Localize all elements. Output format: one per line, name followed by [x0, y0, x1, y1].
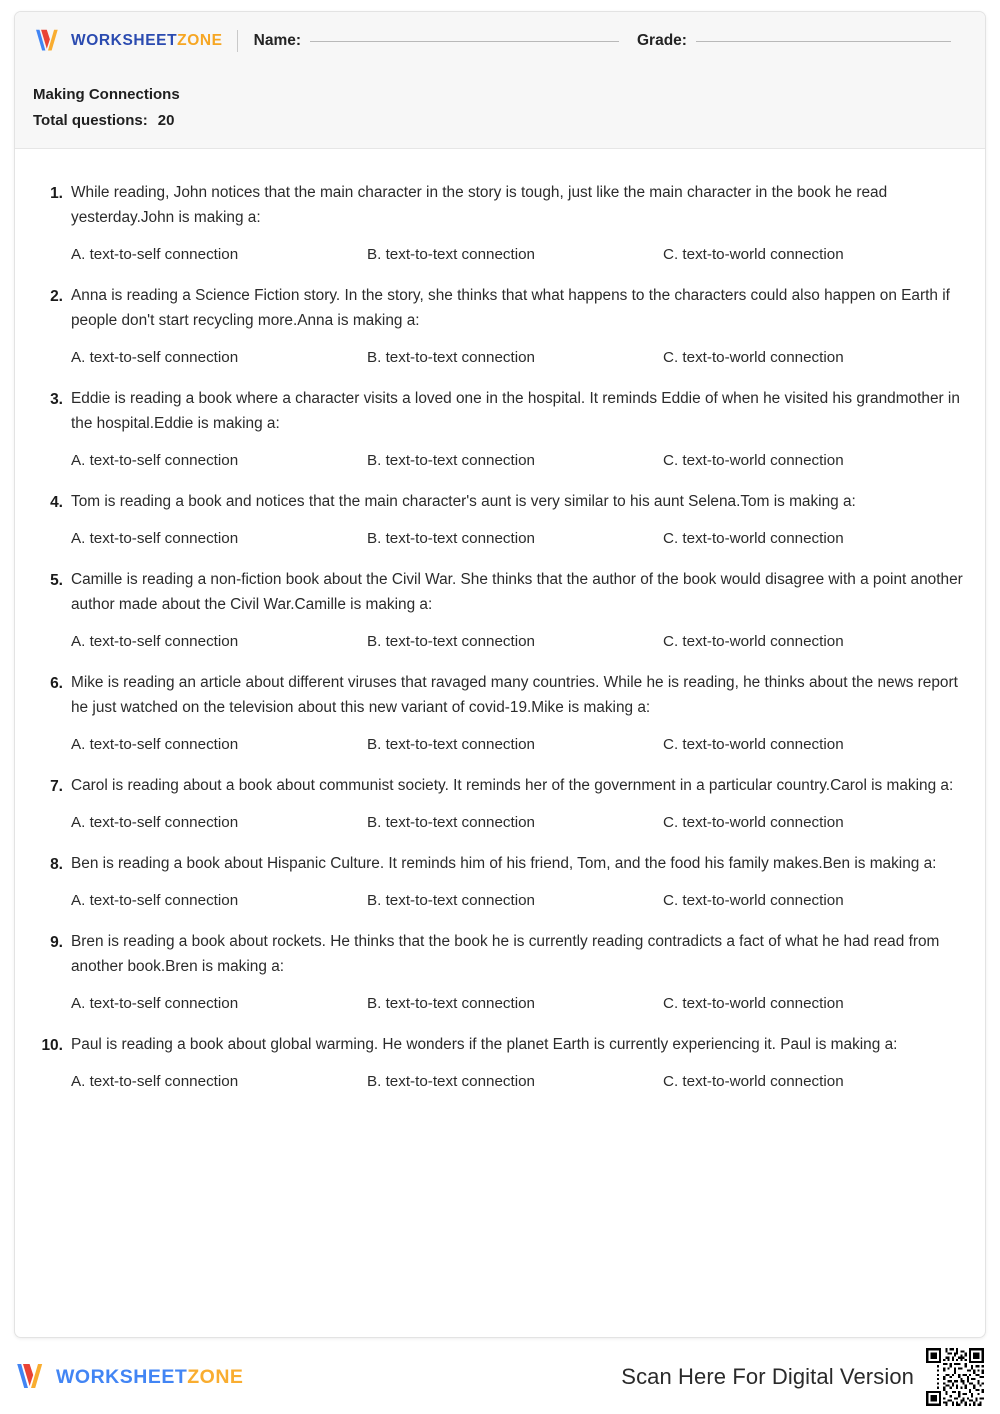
footer-brand-name-part-1: WORKSHEET	[56, 1365, 188, 1388]
answer-option-c[interactable]: C. text-to-world connection	[663, 452, 844, 469]
w-logo-icon	[33, 28, 63, 54]
question-item	[37, 773, 963, 834]
brand-logo	[33, 28, 223, 54]
total-questions-value: 20	[157, 111, 175, 129]
answer-option-b[interactable]: B. text-to-text connection	[367, 1073, 535, 1090]
answer-option-b[interactable]: B. text-to-text connection	[367, 736, 535, 753]
brand-name-part-2: ZONE	[177, 32, 223, 49]
answer-option-c[interactable]: C. text-to-world connection	[663, 736, 844, 753]
name-field-label: Name:	[253, 32, 302, 49]
worksheet-sheet	[14, 11, 986, 1338]
question-body	[71, 283, 963, 369]
question-body	[71, 773, 963, 834]
question-body	[71, 180, 963, 266]
answer-options	[71, 450, 963, 472]
question-text: Paul is reading a book about global warming. He wonders if the planet Earth is currently experiencing it. Paul is making a:	[71, 1036, 898, 1053]
answer-option-c[interactable]: C. text-to-world connection	[663, 995, 844, 1012]
question-body	[71, 851, 963, 912]
grade-field-label: Grade:	[637, 32, 687, 49]
answer-option-b[interactable]: B. text-to-text connection	[367, 814, 535, 831]
answer-option-c[interactable]: C. text-to-world connection	[663, 246, 844, 263]
question-text: Eddie is reading a book where a character visits a loved one in the hospital. It reminds Eddie of when he visited his grandmother in the hospital.Eddie is making a:	[71, 390, 960, 432]
answer-option-b[interactable]: B. text-to-text connection	[367, 995, 535, 1012]
answer-options	[71, 631, 963, 653]
answer-options	[71, 993, 963, 1015]
question-body	[71, 670, 963, 756]
answer-option-c[interactable]: C. text-to-world connection	[663, 814, 844, 831]
header-divider	[237, 30, 238, 52]
question-item	[37, 567, 963, 653]
answer-option-b[interactable]: B. text-to-text connection	[367, 246, 535, 263]
question-number: 1.	[50, 185, 63, 202]
name-field-rule[interactable]	[310, 41, 619, 42]
question-item	[37, 929, 963, 1015]
question-number: 2.	[50, 288, 63, 305]
question-text: Bren is reading a book about rockets. He thinks that the book he is currently reading contradicts a fact of what he had read from another book.Bren is making a:	[71, 933, 940, 975]
grade-field-rule[interactable]	[696, 41, 951, 42]
footer-brand-name-part-2: ZONE	[187, 1365, 244, 1388]
answer-options	[71, 1071, 963, 1093]
answer-option-c[interactable]: C. text-to-world connection	[663, 633, 844, 650]
footer-brand-logo	[14, 1362, 243, 1392]
answer-option-a[interactable]: A. text-to-self connection	[71, 814, 239, 831]
answer-option-a[interactable]: A. text-to-self connection	[71, 892, 239, 909]
brand-name-part-1: WORKSHEET	[71, 32, 178, 49]
question-text: Carol is reading about a book about communist society. It reminds her of the government in a particular country.Carol is making a:	[71, 777, 954, 794]
question-item	[37, 851, 963, 912]
answer-option-c[interactable]: C. text-to-world connection	[663, 349, 844, 366]
question-item	[37, 386, 963, 472]
answer-option-c[interactable]: C. text-to-world connection	[663, 530, 844, 547]
question-number: 9.	[50, 934, 63, 951]
question-number: 5.	[50, 572, 63, 589]
answer-options	[71, 812, 963, 834]
question-number: 7.	[50, 778, 63, 795]
header-meta	[15, 70, 985, 132]
grade-field[interactable]	[637, 32, 967, 50]
question-number: 10.	[41, 1037, 63, 1054]
question-number: 3.	[50, 391, 63, 408]
answer-option-a[interactable]: A. text-to-self connection	[71, 736, 239, 753]
answer-option-c[interactable]: C. text-to-world connection	[663, 1073, 844, 1090]
question-text: Ben is reading a book about Hispanic Culture. It reminds him of his friend, Tom, and the food his family makes.Ben is making a:	[71, 855, 937, 872]
question-body	[71, 1032, 963, 1093]
answer-option-a[interactable]: A. text-to-self connection	[71, 633, 239, 650]
answer-option-a[interactable]: A. text-to-self connection	[71, 452, 239, 469]
question-number: 8.	[50, 856, 63, 873]
questions-list	[15, 149, 985, 1093]
question-body	[71, 567, 963, 653]
name-field[interactable]	[254, 32, 619, 50]
total-questions	[33, 110, 985, 133]
question-text: Tom is reading a book and notices that the main character's aunt is very similar to his aunt Selena.Tom is making a:	[71, 493, 856, 510]
page-title: Making Connections	[33, 86, 180, 103]
answer-options	[71, 528, 963, 550]
brand-logo-text	[71, 32, 223, 50]
question-number: 4.	[50, 494, 63, 511]
answer-options	[71, 890, 963, 912]
total-questions-label: Total questions:	[33, 111, 148, 129]
question-item	[37, 1032, 963, 1093]
w-logo-icon	[14, 1362, 48, 1392]
worksheet-footer	[14, 1346, 986, 1408]
answer-option-a[interactable]: A. text-to-self connection	[71, 349, 239, 366]
answer-option-b[interactable]: B. text-to-text connection	[367, 633, 535, 650]
question-number: 6.	[50, 675, 63, 692]
question-item	[37, 670, 963, 756]
answer-option-a[interactable]: A. text-to-self connection	[71, 995, 239, 1012]
answer-option-b[interactable]: B. text-to-text connection	[367, 530, 535, 547]
worksheet-header	[15, 12, 985, 149]
question-item	[37, 180, 963, 266]
question-item	[37, 283, 963, 369]
answer-option-b[interactable]: B. text-to-text connection	[367, 349, 535, 366]
question-body	[71, 929, 963, 1015]
answer-option-c[interactable]: C. text-to-world connection	[663, 892, 844, 909]
question-text: Mike is reading an article about different viruses that ravaged many countries. While he is reading, he thinks about the news report he just watched on the television about this new variant of covid-19.Mike is making a:	[71, 674, 958, 716]
answer-options	[71, 244, 963, 266]
question-item	[37, 489, 963, 550]
qr-code-icon[interactable]	[924, 1346, 986, 1408]
question-body	[71, 386, 963, 472]
answer-option-a[interactable]: A. text-to-self connection	[71, 1073, 239, 1090]
answer-option-b[interactable]: B. text-to-text connection	[367, 452, 535, 469]
answer-option-b[interactable]: B. text-to-text connection	[367, 892, 535, 909]
answer-options	[71, 347, 963, 369]
answer-options	[71, 734, 963, 756]
question-text: While reading, John notices that the main character in the story is tough, just like the main character in the book he read yesterday.John is making a:	[71, 184, 888, 226]
header-top-row	[15, 12, 985, 70]
answer-option-a[interactable]: A. text-to-self connection	[71, 530, 239, 547]
footer-brand-logo-text	[56, 1366, 243, 1389]
answer-option-a[interactable]: A. text-to-self connection	[71, 246, 239, 263]
question-text: Anna is reading a Science Fiction story. In the story, she thinks that what happens to the characters could also happen on Earth if people don't start recycling more.Anna is making a:	[71, 287, 950, 329]
question-text: Camille is reading a non-fiction book about the Civil War. She thinks that the author of the book would disagree with a point another author made about the Civil War.Camille is making a:	[71, 571, 963, 613]
scan-prompt-text: Scan Here For Digital Version	[621, 1364, 914, 1389]
question-body	[71, 489, 963, 550]
